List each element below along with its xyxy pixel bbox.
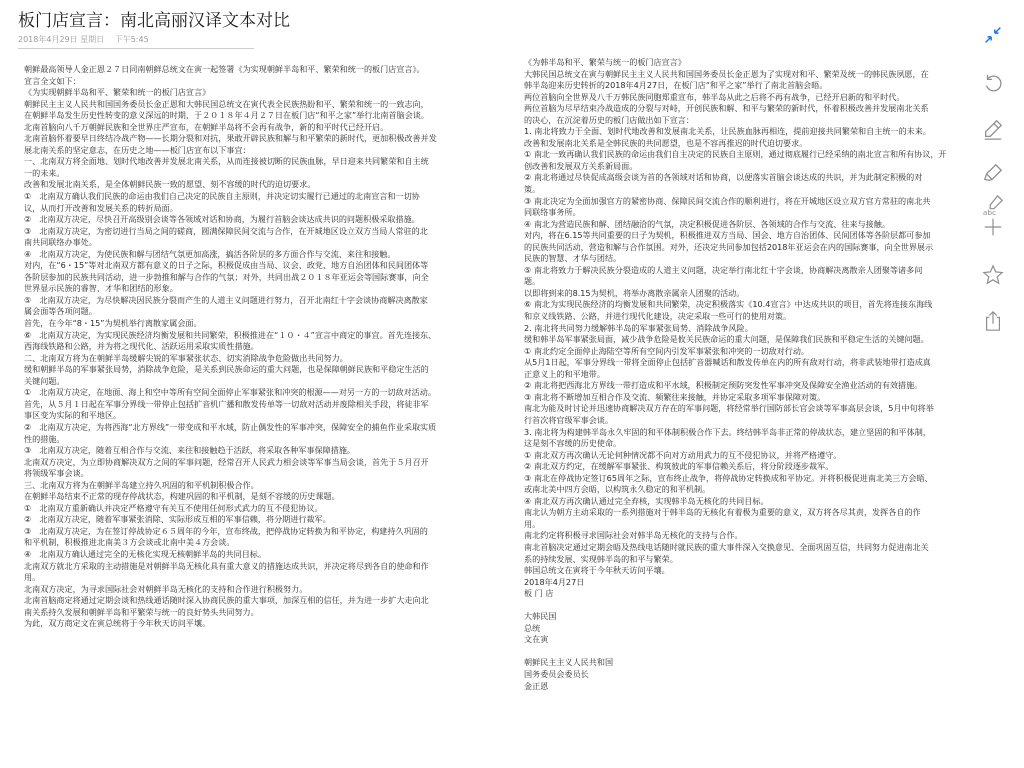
- text-line: 关键问题。: [24, 375, 65, 386]
- text-line: ② 南北将通过尽快促成高级会谈为首的各领域对话和协商，以便落实首脑会谈达成的共识，并为此制定积极的对: [524, 172, 923, 183]
- note-meta: [18, 34, 254, 45]
- text-line: ① 南北双方再次确认无论何种情况都不向对方动用武力的互不侵犯协议，并将严格遵守。: [524, 449, 842, 460]
- text-line: 二、北南双方将为在朝鲜半岛缓解尖锐的军事紧张状态、切实消除战争危险做出共同努力。: [24, 352, 348, 363]
- text-line: 大韩民国总统文在寅与朝鲜民主主义人民共和国国务委员长金正恩为了实现对和平、繁荣及统一的韩民族夙愿，在: [524, 68, 929, 79]
- text-line: 3. 南北将为构建韩半岛永久牢固的和平体制积极合作下去。终结韩半岛非正常的停战状态，建立坚固的和平体制，: [524, 426, 931, 437]
- text-line: 北南首脑向八千万朝鲜民族和全世界庄严宣布，在朝鲜半岛将不会再有战争，新的和平时代已经开启。: [24, 121, 389, 132]
- undo-icon[interactable]: [980, 70, 1006, 96]
- text-line: 2018年4月27日: [524, 576, 585, 587]
- text-line: ① 南北约定全面停止海陆空等所有空间内引发军事紧张和冲突的一切敌对行动。: [524, 345, 810, 356]
- text-line: 朝鲜民主主义人民共和国: [524, 657, 614, 668]
- text-line: 民族的智慧、才华与团结。: [524, 253, 622, 264]
- favorite-star-icon[interactable]: [980, 262, 1006, 288]
- title-divider: [18, 48, 254, 49]
- text-line: [524, 600, 974, 612]
- text-line: 改善和发展北南关系，是全体朝鲜民族一致的愿望、刻不容缓的时代的迫切要求。: [24, 179, 316, 190]
- text-line: ⑤ 北南双方决定，为尽快解决因民族分裂而产生的人道主义问题进行努力，召开北南红十字会谈协商解决离散家: [24, 294, 428, 305]
- text-line: 对内，将在6.15等共同重要的日子为契机，积极推进双方当局、国会、地方自治团体、民间团体等各阶层都可参加: [524, 230, 931, 241]
- text-line: 创改善和发展双方关系新局面。: [524, 160, 638, 171]
- text-line: 北南双方决定，为寻求国际社会对朝鲜半岛无核化的支持和合作进行积极努力。: [24, 583, 308, 594]
- text-line: ② 北南双方决定，尽快召开高级别会谈等各领域对话和协商，为履行首脑会谈达成共识的问题积极采取措施。: [24, 214, 420, 225]
- text-line: 缓和韩半岛军事紧张局面，减少战争危险是攸关民族命运的重大问题，是保障我们民族和平稳定生活的关键问题。: [524, 334, 929, 345]
- text-line: 行首次将官级军事会谈。: [524, 414, 614, 425]
- text-line: ② 北南双方决定，为将西海“北方界线”一带变成和平水域，防止偶发性的军事冲突，保障安全的捕鱼作业采取实质: [24, 421, 437, 432]
- text-line: 从5月1日起，军事分界线一带将全面停止包括扩音器喊话和散发传单在内的所有敌对行动，将非武装地带打造成真: [524, 357, 931, 368]
- text-line: 首先，从５月１日起在军事分界线一带停止包括扩音机广播和散发传单等一切敌对活动并废除相关手段，将徒非军: [24, 398, 429, 409]
- text-line: ③ 南北在停战协定签订65周年之际，宣布终止战争，将停战协定转换成和平协定。并将积极促进南北美三方会晤、: [524, 472, 933, 483]
- text-line: 的民族共同活动，营造和解与合作氛围。对外，还决定共同参加包括2018年亚运会在内的国际赛事，向全世界展示: [524, 241, 934, 252]
- text-line: 同联络事务所。: [524, 207, 581, 218]
- note-date: 2018年4月29日 星期日: [18, 35, 105, 44]
- south-korean-text-column: [524, 57, 974, 692]
- text-line: ① 北南双方重新确认并决定严格遵守有关互不使用任何形式武力的互不侵犯协议。: [24, 502, 323, 513]
- text-line: ② 北南双方决定，随着军事紧张消除、实际形成互相的军事信赖，将分期进行裁军。: [24, 514, 331, 525]
- text-line: ① 南北一致再确认我们民族的命运由我们自主决定的民族自主原则，通过彻底履行已经采纳的南北宣言和所有协议，开: [524, 149, 947, 160]
- text-line: 对内，在“6・15”等对北南双方都有意义的日子之际，积极促成由当局、议会、政党、地方自治团体和民间团体等: [24, 260, 429, 271]
- text-line: ③ 南北决定为全面加强官方的紧密协商、保障民间交流合作的顺利进行，将在开城地区设立双方官方常驻的南北共: [524, 195, 931, 206]
- text-line: 展北南关系的坚定意志，在历史之地——板门店宣布以下事宜：: [24, 144, 251, 155]
- text-line: 或南北美中四方会晤，以构筑永久稳定的和平机制。: [524, 484, 711, 495]
- text-line: 总统: [524, 622, 541, 633]
- text-line: 金正恩: [524, 680, 549, 691]
- text-line: 议，从而打开改善和发展关系的转折局面。: [24, 202, 178, 213]
- text-line: ④ 南北为营造民族和解、团结融洽的气氛，决定积极促进各阶层、各领域的合作与交流、往来与接触。: [524, 218, 890, 229]
- text-line: 事区变为实际的和平地区。: [24, 410, 122, 421]
- text-line: 文在寅: [524, 634, 549, 645]
- text-line: 南北首脑决定通过定期会晤及热线电话随时就民族的重大事件深入交换意见、全面巩固互信，共同努力促进南北关: [524, 541, 929, 552]
- text-line: ④ 北南双方确认通过完全的无核化实现无核朝鲜半岛的共同目标。: [24, 548, 266, 559]
- text-line: ④ 南北双方再次确认通过完全弃核，实现韩半岛无核化的共同目标。: [524, 495, 769, 506]
- text-line: 韩国总统文在寅将于今年秋天访问平壤。: [524, 565, 670, 576]
- text-line: 两位首脑向全世界及八千万韩民族同胞郑重宣布，韩半岛从此之后将不再有战争，已经开启新的和平时代。: [524, 91, 905, 102]
- text-line: 一、北南双方将全面地、划时代地改善并发展北南关系，从而连接被切断的民族血脉，早日迎来共同繁荣和自主统: [24, 156, 429, 167]
- text-line: 各阶层参加的民族共同活动，进一步勃推和解与合作的气氛；对外，共同出战２０１８年亚运会等国际赛事，向全: [24, 271, 429, 282]
- text-line: 北南首脑怀着要早日终结冷战产物——长期分裂和对抗，果敢开辟民族和解与和平繁荣的新时代，更加积极改善并发: [24, 133, 437, 144]
- text-line: 三、北南双方将为在朝鲜半岛建立持久巩固的和平机制积极合作。: [24, 479, 259, 490]
- text-line: 南关系持久发展和朝鲜半岛和平繁荣与统一的良好势头共同努力。: [24, 606, 259, 617]
- text-line: 宣言全文如下：: [24, 75, 81, 86]
- text-line: ⑥ 南北为实现民族经济的均衡发展和共同繁荣，决定积极落实《10.4宣言》中达成共识的项目，首先将连接东海线: [524, 299, 933, 310]
- text-line: ① 北南双方确认我们民族的命运由我们自己决定的民族自主原则，并决定切实履行已通过的北南宣言和一切协: [24, 191, 420, 202]
- text-line: 韩半岛迎来历史转折的2018年4月27日，在板门店“和平之家”举行了南北首脑会晤。: [524, 80, 828, 91]
- text-line: 2. 南北将共同努力缓解韩半岛的军事紧张局势、消除战争风险。: [524, 322, 753, 333]
- text-line: 和京义线铁路、公路，并进行现代化建设，决定采取一些可行的使用对策。: [524, 311, 792, 322]
- text-line: ③ 南北将不断增加互相合作及交流、频繁往来接触，并协定采取多项军事保障对策。: [524, 391, 826, 402]
- text-line: 系的持续发展、实现韩半岛的和平与繁荣。: [524, 553, 678, 564]
- svg-text:abc: abc: [982, 208, 997, 216]
- text-line: 板 门 店: [524, 588, 554, 599]
- text-line: 西海线铁路和公路，并为将之现代化、活跃运用采取实质性措施。: [24, 341, 259, 352]
- text-line: 这是刻不容缓的历史使命。: [524, 438, 622, 449]
- text-line: 题。: [524, 276, 541, 287]
- text-line: 改善和发展南北关系是全韩民族的共同愿望，也是不容再推迟的时代迫切要求。: [524, 137, 808, 148]
- north-korean-text-column: [24, 64, 502, 630]
- text-line: 北南双方就北方采取的主动措施是对朝鲜半岛无核化具有重大意义的措施达成共识，并决定将尽到各自的使命和作: [24, 560, 429, 571]
- text-line: 属会面等各项问题。: [24, 306, 97, 317]
- text-line: ③ 北南双方决定，为在签订停战协定６５周年的今年，宣布终战，把停战协定转换为和平协定，构建持久巩固的: [24, 525, 428, 536]
- note-header: [18, 10, 290, 49]
- collapse-icon[interactable]: [980, 22, 1006, 48]
- text-line: 南北约定将积极寻求国际社会对韩半岛无核化的支持与合作。: [524, 530, 743, 541]
- note-title: 板门店宣言：南北高丽汉译文本对比: [18, 11, 290, 31]
- text-line: 《为韩半岛和平、繁荣与统一的板门店宣言》: [524, 57, 686, 67]
- text-line: ① 北南双方决定，在地面、海上和空中等所有空间全面停止军事紧张和冲突的根源——对另一方的一切敌对活动。: [24, 387, 436, 398]
- text-line: 南共同联络办事处。: [24, 237, 97, 248]
- text-line: 在朝鲜半岛结束不正常的现存停战状态，构建巩固的和平机制，是刻不容缓的历史课题。: [24, 491, 340, 502]
- text-line: 《为实现朝鲜半岛和平、繁荣和统一的板门店宣言》: [24, 87, 211, 98]
- highlighter-icon[interactable]: [980, 160, 1006, 186]
- text-line: ③ 北南双方决定，随着互相合作与交流、来往和接触趋于活跃，将采取各种军事保障措施。: [24, 445, 356, 456]
- text-line: 一的未来。: [24, 167, 65, 178]
- add-icon[interactable]: [980, 214, 1006, 240]
- text-line: 朝鲜民主主义人民共和国国务委员长金正恩和大韩民国总统文在寅代表全民族热盼和平、繁荣和统一的一致志向，: [24, 98, 429, 109]
- text-line: 首先，在今年“8・15”为契机举行离散家属会面。: [24, 318, 202, 329]
- text-line: 1. 南北将致力于全面、划时代地改善和发展南北关系，让民族血脉再相连，提前迎接共同繁荣和自主统一的未来。: [524, 126, 931, 137]
- text-line: [524, 646, 974, 658]
- text-line: ② 南北将把西海北方界线一带打造成和平水域，积极制定预防突发性军事冲突及保障安全渔业活动的有效措施。: [524, 380, 923, 391]
- text-line: 南北为能及时讨论并迅速协商解决双方存在的军事问题，将经常举行国防部长官会谈等军事高层会谈，5月中旬将举: [524, 403, 934, 414]
- text-line: 在朝鲜半岛发生历史性转变的意义深远的时期，于２０１８年４月２７日在板门店“和平之家”举行北南首脑会谈。: [24, 110, 429, 121]
- text-line: 性的措施。: [24, 433, 65, 444]
- text-line: 国务委员会委员长: [524, 668, 589, 679]
- text-line: 用。: [24, 572, 41, 583]
- text-line: 以即将到来的8.15为契机，将举办离散亲属亲人团聚的活动。: [524, 287, 745, 298]
- text-line: 两位首脑为尽早结束冷战造成的分裂与对峙，开创民族和解、和平与繁荣的新时代，怀着积极改善并发展南北关系: [524, 103, 929, 114]
- text-line: 南北认为朝方主动采取的一系列措施对于韩半岛的无核化有着极为重要的意义，双方将各尽其责，发挥各自的作: [524, 507, 921, 518]
- text-line: ④ 北南双方决定，为使民族和解与团结气氛更加高涨，搞活各阶层的多方面合作与交流、来往和接触。: [24, 248, 396, 259]
- text-line: ② 南北双方约定，在缓解军事紧张、构筑彼此的军事信赖关系后，将分阶段逐步裁军。: [524, 461, 834, 472]
- text-line: 缓和朝鲜半岛的军事紧张局势，消除战争危险，是关系到民族命运的重大问题，也是保障朝鲜民族和平稳定生活的: [24, 364, 429, 375]
- text-line: ⑤ 南北将致力于解决民族分裂造成的人道主义问题，决定举行南北红十字会谈，协商解决离散亲人团聚等诸多问: [524, 264, 923, 275]
- text-line: 北南双方决定，为立即协商解决双方之间的军事问题，经常召开人民武力相会谈等军事当局会谈，首先于５月召开: [24, 456, 429, 467]
- share-icon[interactable]: [980, 308, 1006, 334]
- text-line: 正意义上的和平地带。: [524, 368, 605, 379]
- note-time: 下午5:45: [114, 35, 149, 44]
- text-line: 的决心，在沉淀着历史的板门店做出如下宣言：: [524, 114, 694, 125]
- text-line: 大韩民国: [524, 611, 557, 622]
- text-line: 将领级军事会谈。: [24, 468, 89, 479]
- text-line: ③ 北南双方决定，为密切进行当局之间的磋商，圆满保障民间交流与合作，在开城地区设立双方当局人常驻的北: [24, 225, 428, 236]
- pencil-icon[interactable]: [980, 116, 1006, 142]
- text-line: 朝鲜最高领导人金正恩２７日同南朝鲜总统文在寅一起签署《为实现朝鲜半岛和平、繁荣和统一的板门店宣言》。: [24, 64, 425, 74]
- right-toolbar: [980, 22, 1006, 352]
- text-line: 策。: [524, 184, 541, 195]
- text-line: 为此，双方商定文在寅总统将于今年秋天访问平壤。: [24, 618, 211, 629]
- text-line: 世界显示民族的睿智、才华和团结的形象。: [24, 283, 178, 294]
- text-line: 用。: [524, 518, 541, 529]
- text-line: 北南首脑商定将通过定期会谈和热线通话随时深入协商民族的重大事项，加深互相的信任，并为进一步扩大走向北: [24, 595, 429, 606]
- text-line: 和平机制，积极推进北南美３方会谈或北南中美４方会谈。: [24, 537, 235, 548]
- text-line: ⑥ 北南双方决定，为实现民族经济均衡发展和共同繁荣，积极推进在“１０・４”宣言中商定的事宜。首先连接东、: [24, 329, 437, 340]
